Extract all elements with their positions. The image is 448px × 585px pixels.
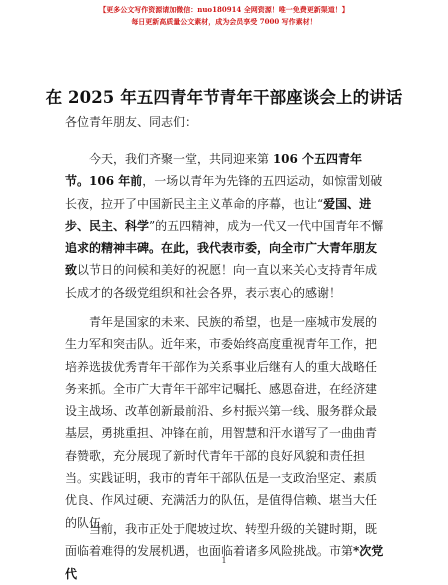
page-number: 1	[221, 556, 227, 565]
paragraph-1-run: ”的五四精神，成为一代又一代中国青年不懈	[149, 218, 384, 233]
paragraph-1-text	[65, 148, 385, 304]
paragraph-3-run: *次党代	[65, 544, 384, 581]
paragraph-1-run: 追求的精神丰碑。在此，我代表市委，向全市广大青年朋友致	[65, 241, 378, 278]
paragraph-1-run: 爱国、进步、民主、科学	[65, 196, 372, 233]
paragraph-3-text	[65, 518, 385, 585]
promo-banner-line-2: 每日更新高质量公文素材，成为会员享受 7000 写作素材！	[131, 17, 317, 26]
paragraph-1-run: 今天，我们齐聚一堂，共同迎来第	[89, 152, 273, 166]
salutation: 各位青年朋友、同志们：	[65, 115, 198, 129]
paragraph-1-run: 节。106 年前	[65, 174, 143, 189]
paragraph-1	[65, 148, 385, 304]
paragraph-1-run: 以节日的问候和美好的祝愿！向一直以来关心支持青年成长成才的各级党组织和社会各界，表示衷心的感谢！	[65, 263, 378, 300]
paragraph-3-run: 当前，我市正处于爬坡过坎、转型升级的关键时期，既面临着难得的发展机遇，也面临着诸多风险挑战。市第	[65, 522, 378, 559]
paragraph-3	[65, 518, 385, 585]
paragraph-2-text: 青年是国家的未来、民族的希望，也是一座城市发展的生力军和突击队。近年来，市委始终高度重视青年工作，把培养选拔优秀青年干部作为关系事业后继有人的重大战略任务来抓。全市广大青年干部牢记嘱托、感恩奋进，在经济建设主战场、改革创新最前沿、乡村振兴第一线、服务群众最基层，勇挑重担、冲锋在前，用智慧和汗水谱写了一曲曲青春赞歌，充分展现了新时代青年干部的良好风貌和责任担当。实践证明，我市的青年干部队伍是一支政治坚定、素质优良、作风过硬、充满活力的队伍，是值得信赖、堪当大任的队伍。	[65, 315, 378, 530]
paragraph-1-run: 106 个五四青年	[272, 152, 363, 166]
paragraph-1-run: ，一场以青年为先锋的五四运动，如惊雷划破长夜，拉开了中国新民主主义革命的序幕，也让“	[65, 174, 383, 211]
promo-banner-line-1: 【更多公文写作资源请加微信：nuo180914 全网资源！唯一免费更新渠道！】	[99, 5, 349, 14]
paragraph-2	[65, 311, 385, 534]
document-title: 在 2025 年五四青年节青年干部座谈会上的讲话	[45, 88, 403, 107]
